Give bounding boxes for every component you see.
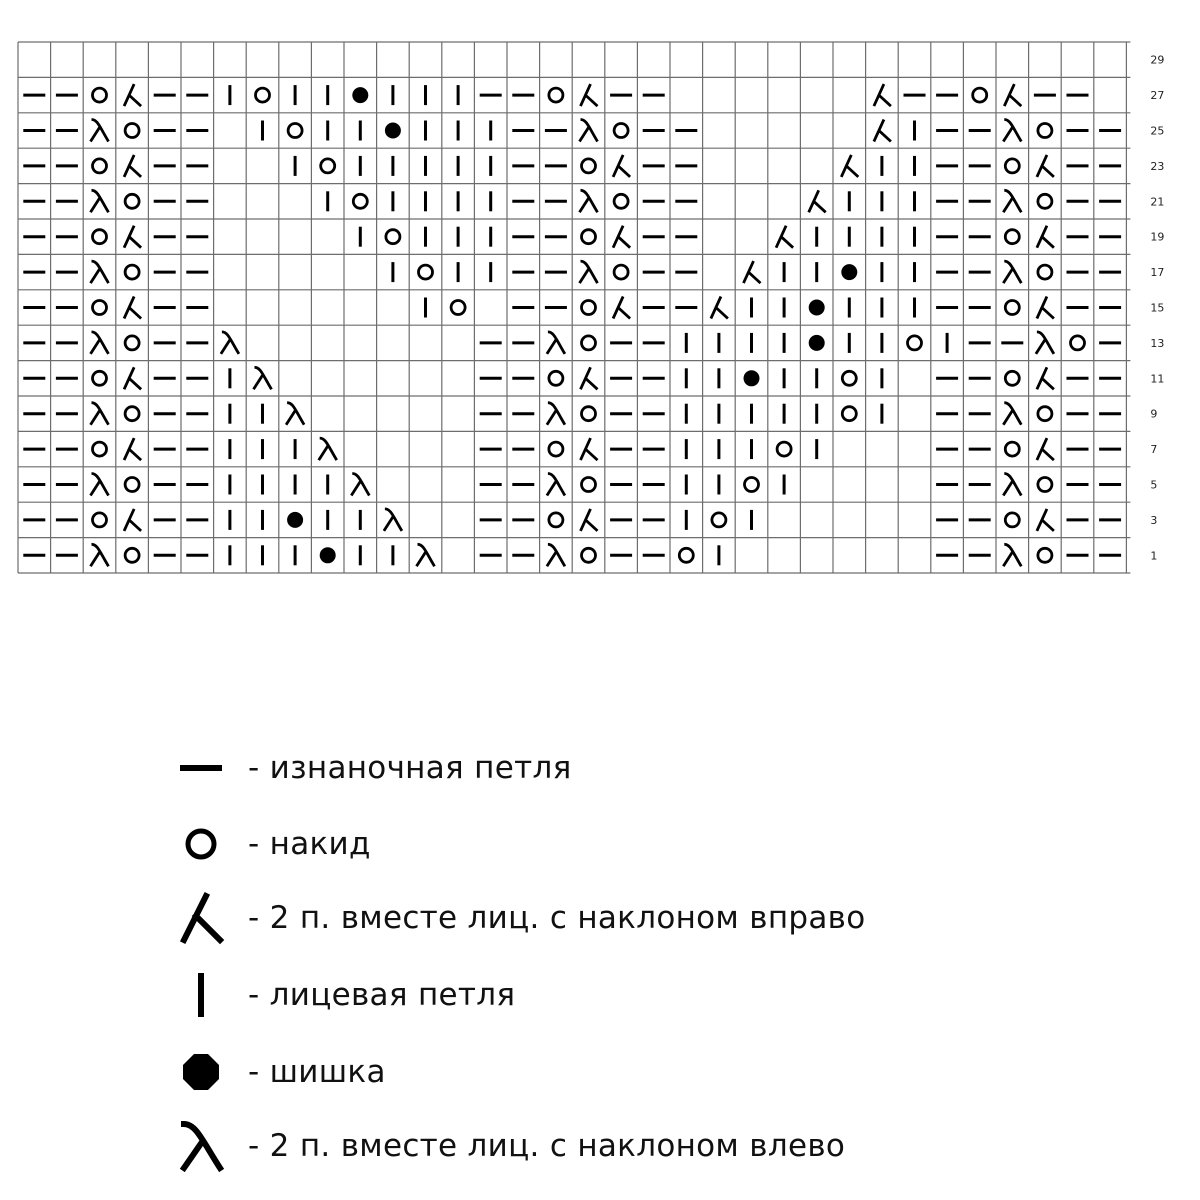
k2tog-left-stitch xyxy=(580,261,598,283)
chart-grid xyxy=(18,42,1130,573)
row-number: 7 xyxy=(1150,443,1158,457)
yarn-over-stitch xyxy=(1005,230,1019,244)
row-number: 1 xyxy=(1150,549,1158,563)
row-number: 23 xyxy=(1150,159,1165,173)
yarn-over-stitch xyxy=(1005,442,1019,456)
yarn-over-stitch xyxy=(582,336,596,350)
yarn-over-stitch xyxy=(614,194,628,208)
yarn-over-stitch xyxy=(419,265,433,279)
k2tog-right-stitch xyxy=(581,438,598,460)
k2tog-left-stitch xyxy=(1003,544,1021,566)
k2tog-left-stitch xyxy=(221,332,239,354)
yarn-over-stitch xyxy=(973,88,987,102)
legend-item-k2tog-left xyxy=(170,1116,845,1176)
yarn-over-stitch xyxy=(582,301,596,315)
yarn-over-stitch xyxy=(549,371,563,385)
yarn-over-stitch xyxy=(582,548,596,562)
k2tog-left-stitch xyxy=(91,120,109,142)
yarn-over-stitch xyxy=(125,407,139,421)
k2tog-right-stitch xyxy=(124,438,141,460)
row-number: 11 xyxy=(1150,372,1165,386)
yarn-over-stitch xyxy=(1038,124,1052,138)
yarn-over-stitch xyxy=(288,124,302,138)
k2tog-right-stitch xyxy=(613,297,630,319)
k2tog-left-stitch xyxy=(1003,261,1021,283)
k2tog-left-stitch xyxy=(286,403,304,425)
yarn-over-stitch xyxy=(745,478,759,492)
k2tog-left-stitch xyxy=(91,403,109,425)
k2tog-right-stitch xyxy=(581,367,598,389)
k2tog-right-stitch xyxy=(124,226,141,248)
row-numbers xyxy=(1150,54,1164,563)
k2tog-right-stitch xyxy=(124,509,141,531)
k2tog-left-icon xyxy=(170,1116,232,1176)
bobble-stitch xyxy=(744,370,760,386)
bobble-stitch xyxy=(809,335,825,351)
yarn-over-stitch xyxy=(777,442,791,456)
row-number: 17 xyxy=(1150,266,1165,280)
k2tog-left-stitch xyxy=(319,438,337,460)
k2tog-left-stitch xyxy=(91,261,109,283)
k2tog-right-icon xyxy=(170,888,232,948)
yarn-over-stitch xyxy=(582,230,596,244)
yarn-over-stitch xyxy=(93,88,107,102)
k2tog-right-stitch xyxy=(744,261,761,283)
yarn-over-stitch xyxy=(712,513,726,527)
yarn-over-stitch xyxy=(321,159,335,173)
yarn-over-stitch xyxy=(1005,513,1019,527)
k2tog-left-stitch xyxy=(384,509,402,531)
yarn-over-stitch xyxy=(842,407,856,421)
legend-item-bobble xyxy=(170,1042,386,1102)
k2tog-left-stitch xyxy=(1003,403,1021,425)
row-number: 13 xyxy=(1150,336,1165,350)
yarn-over-stitch xyxy=(125,478,139,492)
k2tog-right-stitch xyxy=(874,120,891,142)
row-number: 29 xyxy=(1150,53,1165,67)
yarn-over-stitch xyxy=(549,88,563,102)
k2tog-right-stitch xyxy=(124,367,141,389)
k2tog-left-stitch xyxy=(91,474,109,496)
yarn-over-stitch xyxy=(614,124,628,138)
yarn-over-stitch xyxy=(256,88,270,102)
legend-label: - лицевая петля xyxy=(248,977,516,1013)
yarn-over-stitch xyxy=(125,194,139,208)
legend-label: - изнаночная петля xyxy=(248,750,572,786)
yarn-over-stitch xyxy=(1038,265,1052,279)
bobble-stitch xyxy=(352,87,368,103)
row-number: 25 xyxy=(1150,124,1165,138)
yarn-over-stitch xyxy=(93,230,107,244)
k2tog-right-stitch xyxy=(1037,155,1054,177)
k2tog-right-stitch xyxy=(124,297,141,319)
yarn-over-stitch xyxy=(1005,371,1019,385)
row-number: 9 xyxy=(1150,407,1158,421)
yarn-over-stitch xyxy=(93,159,107,173)
yarn-over-stitch xyxy=(908,336,922,350)
row-number: 27 xyxy=(1150,89,1165,103)
legend-label: - 2 п. вместе лиц. с наклоном влево xyxy=(248,1128,846,1164)
k2tog-left-stitch xyxy=(580,120,598,142)
row-number: 21 xyxy=(1150,195,1165,209)
k2tog-left-stitch xyxy=(91,544,109,566)
legend-label: - 2 п. вместе лиц. с наклоном вправо xyxy=(248,900,866,936)
k2tog-left-stitch xyxy=(417,544,435,566)
k2tog-left-stitch xyxy=(91,190,109,212)
k2tog-right-stitch xyxy=(711,297,728,319)
bobble-stitch xyxy=(385,123,401,139)
yarn-over-stitch xyxy=(93,371,107,385)
yarn-over-stitch xyxy=(353,194,367,208)
k2tog-left-stitch xyxy=(1003,120,1021,142)
yarn-over-stitch xyxy=(582,159,596,173)
k2tog-right-stitch xyxy=(1037,226,1054,248)
yarn-over-stitch xyxy=(842,371,856,385)
bobble-stitch xyxy=(841,264,857,280)
yarn-over-stitch xyxy=(451,301,465,315)
row-number: 5 xyxy=(1150,478,1158,492)
yarn-over-stitch xyxy=(1071,336,1085,350)
k2tog-right-stitch xyxy=(776,226,793,248)
k2tog-right-stitch xyxy=(1004,84,1021,106)
k2tog-right-stitch xyxy=(613,226,630,248)
row-number: 15 xyxy=(1150,301,1165,315)
legend-label: - шишка xyxy=(248,1054,386,1090)
yarn-over-icon xyxy=(170,814,232,874)
yarn-over-stitch xyxy=(582,407,596,421)
yarn-over-stitch xyxy=(549,513,563,527)
yarn-over-stitch xyxy=(125,336,139,350)
yarn-over-stitch xyxy=(582,478,596,492)
yarn-over-stitch xyxy=(125,548,139,562)
k2tog-right-stitch xyxy=(809,190,826,212)
k2tog-right-stitch xyxy=(874,84,891,106)
k2tog-left-stitch xyxy=(1003,190,1021,212)
yarn-over-stitch xyxy=(93,442,107,456)
yarn-over-stitch xyxy=(125,124,139,138)
k2tog-right-stitch xyxy=(124,84,141,106)
legend-item-knit xyxy=(170,965,515,1025)
k2tog-left-stitch xyxy=(580,190,598,212)
k2tog-left-stitch xyxy=(547,403,565,425)
k2tog-right-stitch xyxy=(581,509,598,531)
knit-icon xyxy=(170,965,232,1025)
yarn-over-stitch xyxy=(679,548,693,562)
k2tog-right-stitch xyxy=(841,155,858,177)
bobble-stitch xyxy=(287,512,303,528)
row-number: 3 xyxy=(1150,513,1158,527)
legend-label: - накид xyxy=(248,826,371,862)
k2tog-right-stitch xyxy=(581,84,598,106)
k2tog-left-stitch xyxy=(547,332,565,354)
k2tog-left-stitch xyxy=(547,474,565,496)
yarn-over-stitch xyxy=(1038,478,1052,492)
yarn-over-stitch xyxy=(125,265,139,279)
yarn-over-stitch xyxy=(614,265,628,279)
legend-item-purl xyxy=(170,738,572,798)
yarn-over-stitch xyxy=(93,301,107,315)
yarn-over-stitch xyxy=(93,513,107,527)
k2tog-left-stitch xyxy=(91,332,109,354)
yarn-over-stitch xyxy=(549,442,563,456)
k2tog-right-stitch xyxy=(1037,509,1054,531)
yarn-over-stitch xyxy=(1038,548,1052,562)
k2tog-right-stitch xyxy=(1037,297,1054,319)
row-number: 19 xyxy=(1150,230,1165,244)
bobble-icon xyxy=(170,1042,232,1102)
legend-item-k2tog-right xyxy=(170,888,866,948)
k2tog-left-stitch xyxy=(1003,474,1021,496)
k2tog-left-stitch xyxy=(351,474,369,496)
k2tog-left-stitch xyxy=(547,544,565,566)
k2tog-right-stitch xyxy=(1037,367,1054,389)
k2tog-left-stitch xyxy=(254,367,272,389)
k2tog-right-stitch xyxy=(1037,438,1054,460)
yarn-over-stitch xyxy=(386,230,400,244)
legend-item-yarn-over xyxy=(170,814,371,874)
bobble-stitch xyxy=(320,547,336,563)
k2tog-right-stitch xyxy=(124,155,141,177)
yarn-over-stitch xyxy=(1005,301,1019,315)
bobble-stitch xyxy=(809,300,825,316)
yarn-over-stitch xyxy=(1038,407,1052,421)
yarn-over-stitch xyxy=(1005,159,1019,173)
k2tog-right-stitch xyxy=(613,155,630,177)
purl-icon xyxy=(170,738,232,798)
k2tog-left-stitch xyxy=(1036,332,1054,354)
yarn-over-stitch xyxy=(1038,194,1052,208)
